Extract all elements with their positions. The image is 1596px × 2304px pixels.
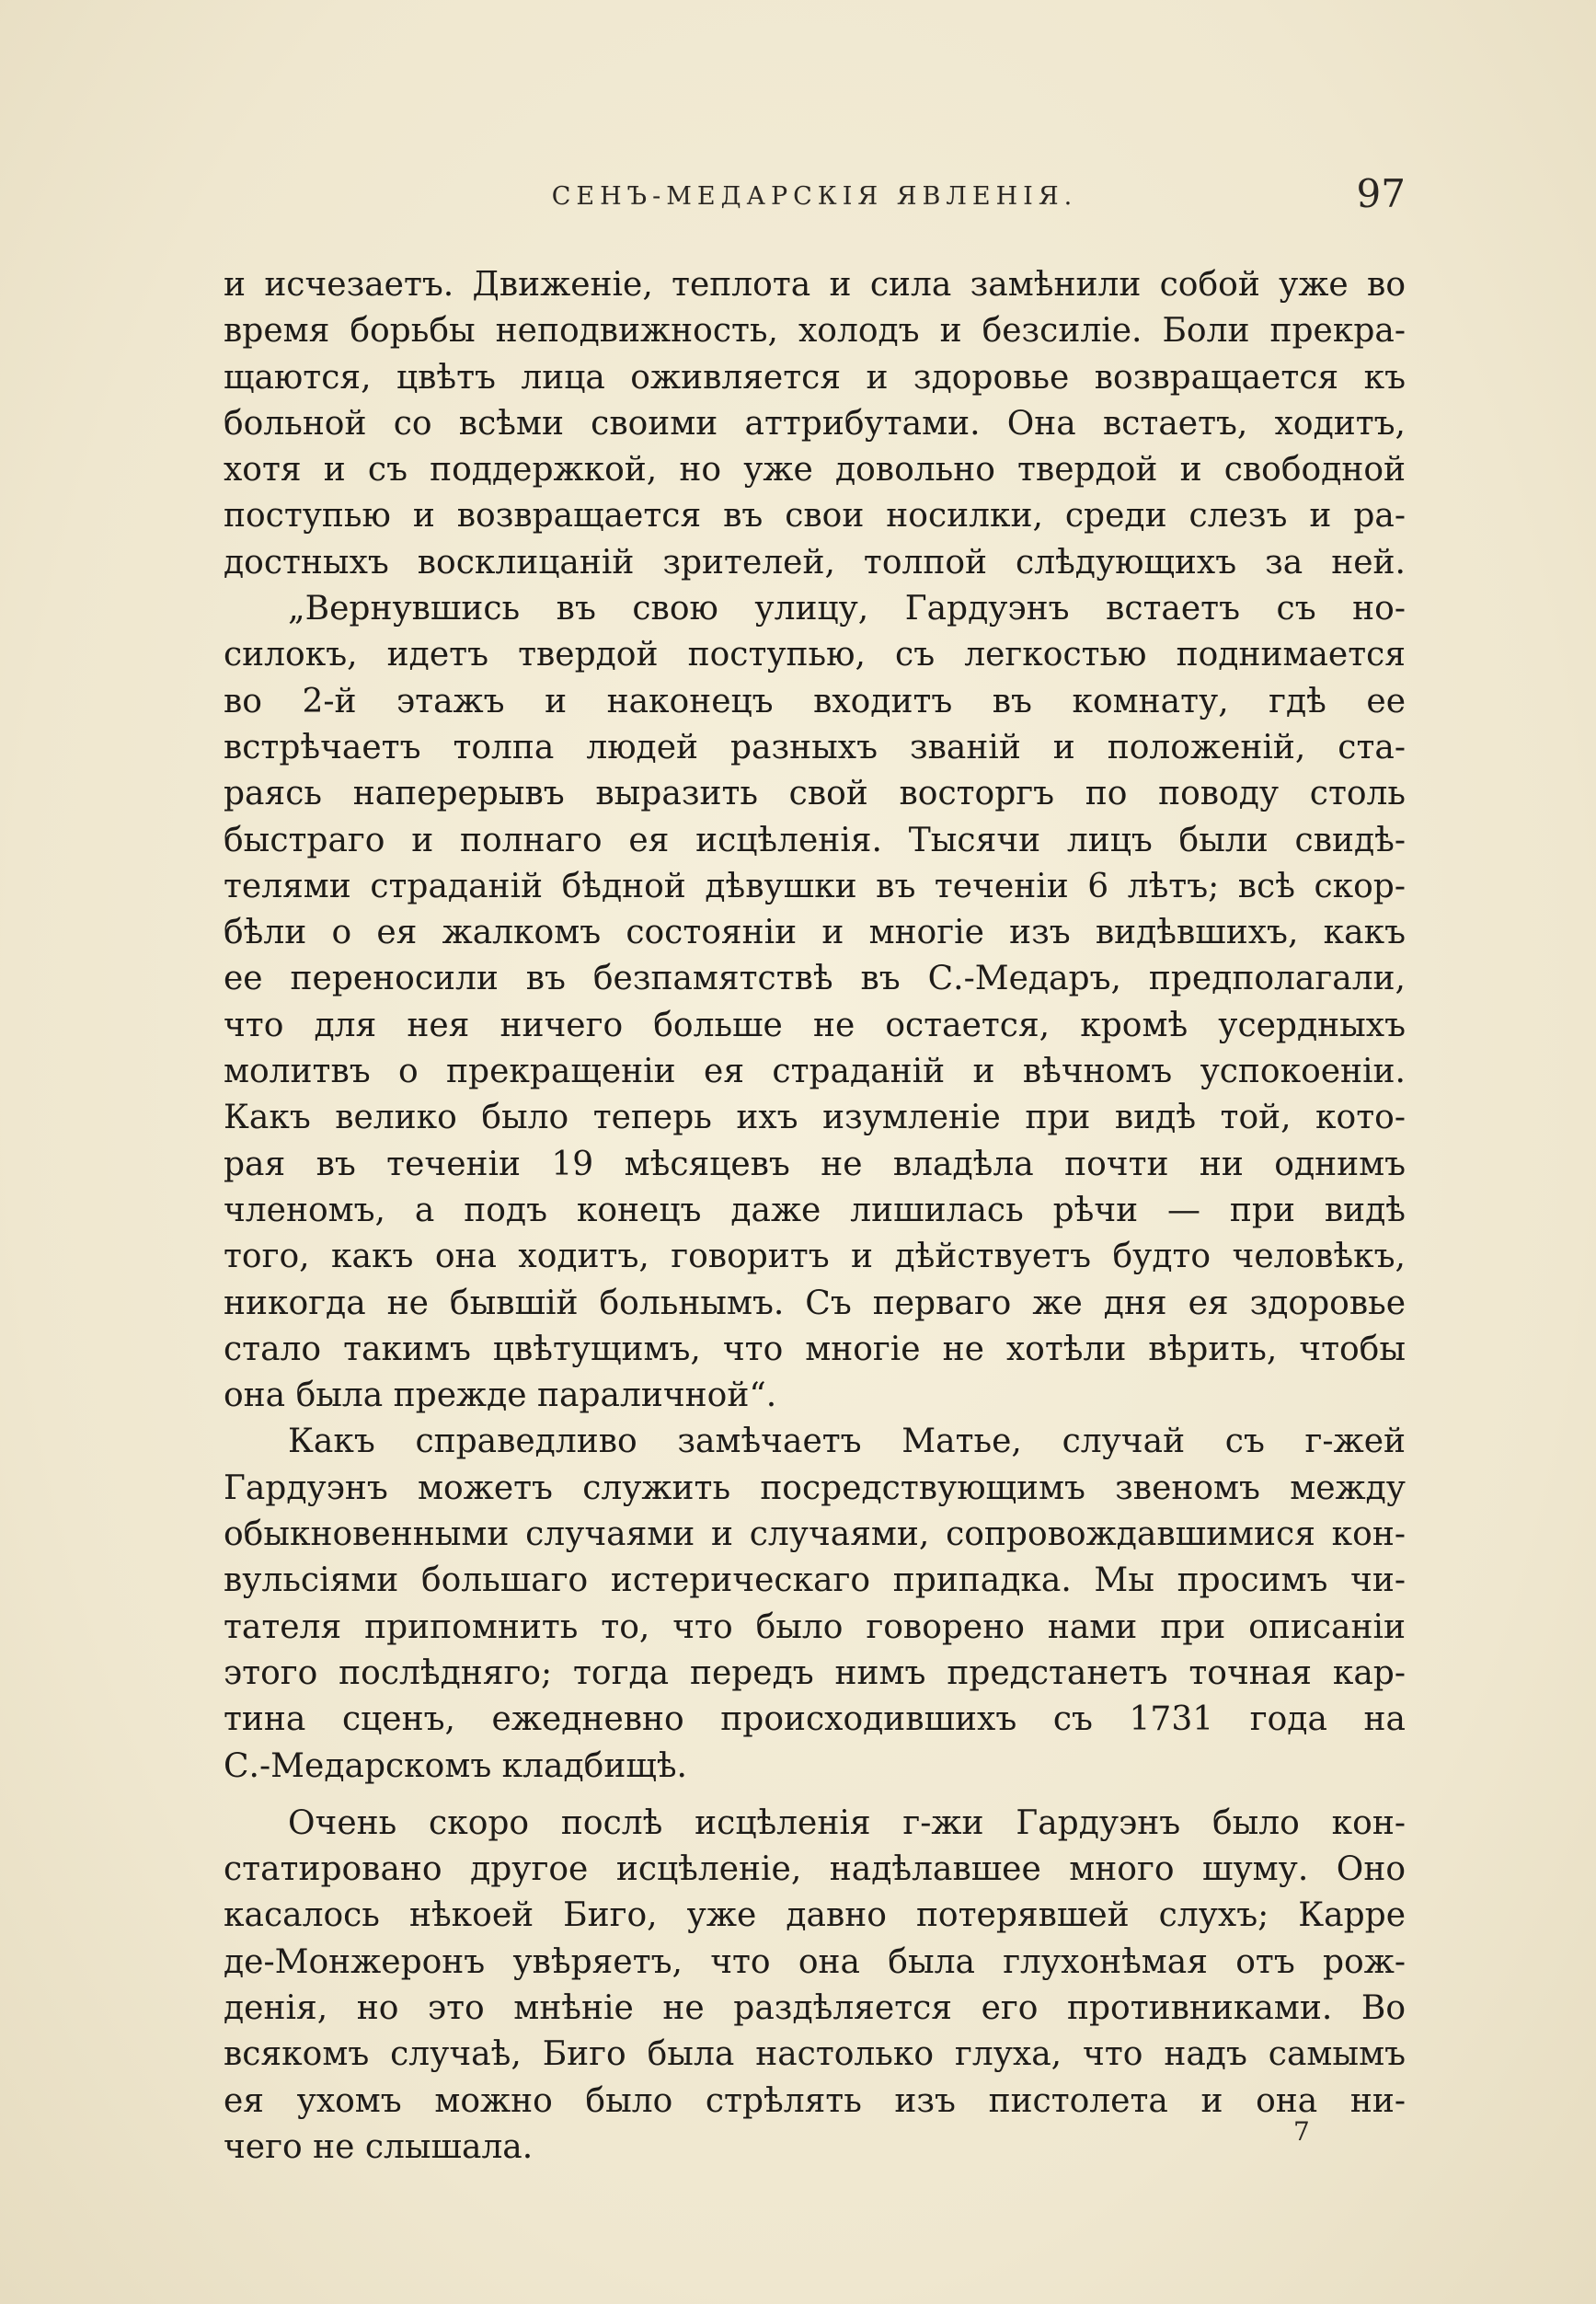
text-line: больной со всѣми своими аттрибутами. Она встаетъ, ходитъ, [224, 404, 1406, 443]
body-text [224, 262, 1406, 2171]
text-line: молитвъ о прекращеніи ея страданій и вѣчномъ успокоеніи. [224, 1053, 1406, 1091]
text-line: бѣли о ея жалкомъ состояніи и многіе изъ видѣвшихъ, какъ [224, 914, 1406, 952]
text-line: щаются, цвѣтъ лица оживляется и здоровье возвращается къ [224, 358, 1406, 397]
running-head [224, 166, 1406, 230]
text-line: хотя и съ поддержкой, но уже довольно твердой и свободной [224, 451, 1406, 490]
text-line: вульсіями большаго истерическаго припадка. Мы просимъ чи- [224, 1561, 1406, 1600]
text-line: ее переносили въ безпамятствѣ въ С.-Медаръ, предполагали, [224, 960, 1406, 998]
text-line: тина сценъ, ежедневно происходившихъ съ 1731 года на [224, 1700, 1406, 1739]
text-line: поступью и возвращается въ свои носилки, среди слезъ и ра- [224, 497, 1406, 536]
text-line: С.-Медарскомъ кладбищѣ. [224, 1746, 687, 1785]
page-number: 97 [1356, 171, 1406, 216]
text-line: телями страданій бѣдной дѣвушки въ теченіи 6 лѣтъ; всѣ скор- [224, 867, 1406, 905]
text-line: денія, но это мнѣніе не раздѣляется его противниками. Во [224, 1988, 1406, 2027]
paragraph [224, 262, 1406, 586]
text-line: Какъ велико было теперь ихъ изумленіе при видѣ той, кото- [224, 1099, 1406, 1137]
text-line: всякомъ случаѣ, Биго была настолько глуха, что надъ самымъ [224, 2035, 1406, 2074]
text-line: никогда не бывшій больнымъ. Съ перваго же дня ея здоровье [224, 1284, 1406, 1322]
text-line: она была прежде параличной“. [224, 1377, 777, 1415]
paragraph [224, 1801, 1406, 2171]
text-line: быстраго и полнаго ея исцѣленія. Тысячи лицъ были свидѣ- [224, 821, 1406, 859]
text-line: достныхъ восклицаній зрителей, толпой слѣдующихъ за ней. [224, 543, 1406, 582]
text-line: членомъ, а подъ конецъ даже лишилась рѣчи — при видѣ [224, 1191, 1406, 1229]
text-line: того, какъ она ходитъ, говоритъ и дѣйствуетъ будто человѣкъ, [224, 1238, 1406, 1276]
text-line: этого послѣдняго; тогда передъ нимъ предстанетъ точная кар- [224, 1653, 1406, 1692]
text-line: обыкновенными случаями и случаями, сопровождавшимися кон- [224, 1515, 1406, 1554]
text-line: статировано другое исцѣленіе, надѣлавшее много шуму. Оно [224, 1850, 1406, 1889]
text-line: что для нея ничего больше не остается, кромѣ усердныхъ [224, 1006, 1406, 1044]
text-line: ея ухомъ можно было стрѣлять изъ пистолета и она ни- [224, 2081, 1406, 2120]
text-line: чего не слышала. [224, 2127, 534, 2166]
running-title: СЕНЪ-МЕДАРСКІЯ ЯВЛЕНІЯ. [551, 182, 1078, 211]
text-line: встрѣчаетъ толпа людей разныхъ званій и положеній, ста- [224, 728, 1406, 766]
text-line: стало такимъ цвѣтущимъ, что многіе не хотѣли вѣрить, чтобы [224, 1330, 1406, 1368]
text-line: Гардуэнъ можетъ служить посредствующимъ звеномъ между [224, 1469, 1406, 1507]
text-line: силокъ, идетъ твердой поступью, съ легкостью поднимается [224, 636, 1406, 674]
text-line: время борьбы неподвижность, холодъ и безсиліе. Боли прекра- [224, 312, 1406, 351]
text-line: де-Монжеронъ увѣряетъ, что она была глухонѣмая отъ рож- [224, 1942, 1406, 1981]
printer-signature-mark: 7 [1293, 2116, 1310, 2147]
text-line: Какъ справедливо замѣчаетъ Матье, случай съ г-жей [288, 1423, 1406, 1461]
text-line: рая въ теченіи 19 мѣсяцевъ не владѣла почти ни однимъ [224, 1145, 1406, 1183]
text-line: „Вернувшись въ свою улицу, Гардуэнъ встаетъ съ но- [288, 590, 1406, 628]
text-line: тателя припомнить то, что было говорено нами при описаніи [224, 1607, 1406, 1646]
text-line: и исчезаетъ. Движеніе, теплота и сила замѣнили собой уже во [224, 266, 1406, 304]
text-line: касалось нѣкоей Биго, уже давно потерявшей слухъ; Карре [224, 1896, 1406, 1935]
text-line: Очень скоро послѣ исцѣленія г-жи Гардуэнъ было кон- [288, 1803, 1406, 1842]
text-line: во 2-й этажъ и наконецъ входитъ въ комнату, гдѣ ее [224, 682, 1406, 720]
paragraph [224, 586, 1406, 1419]
paragraph [224, 1419, 1406, 1789]
paragraph-gap [224, 1790, 1406, 1801]
text-line: раясь наперерывъ выразить свой восторгъ по поводу столь [224, 775, 1406, 813]
